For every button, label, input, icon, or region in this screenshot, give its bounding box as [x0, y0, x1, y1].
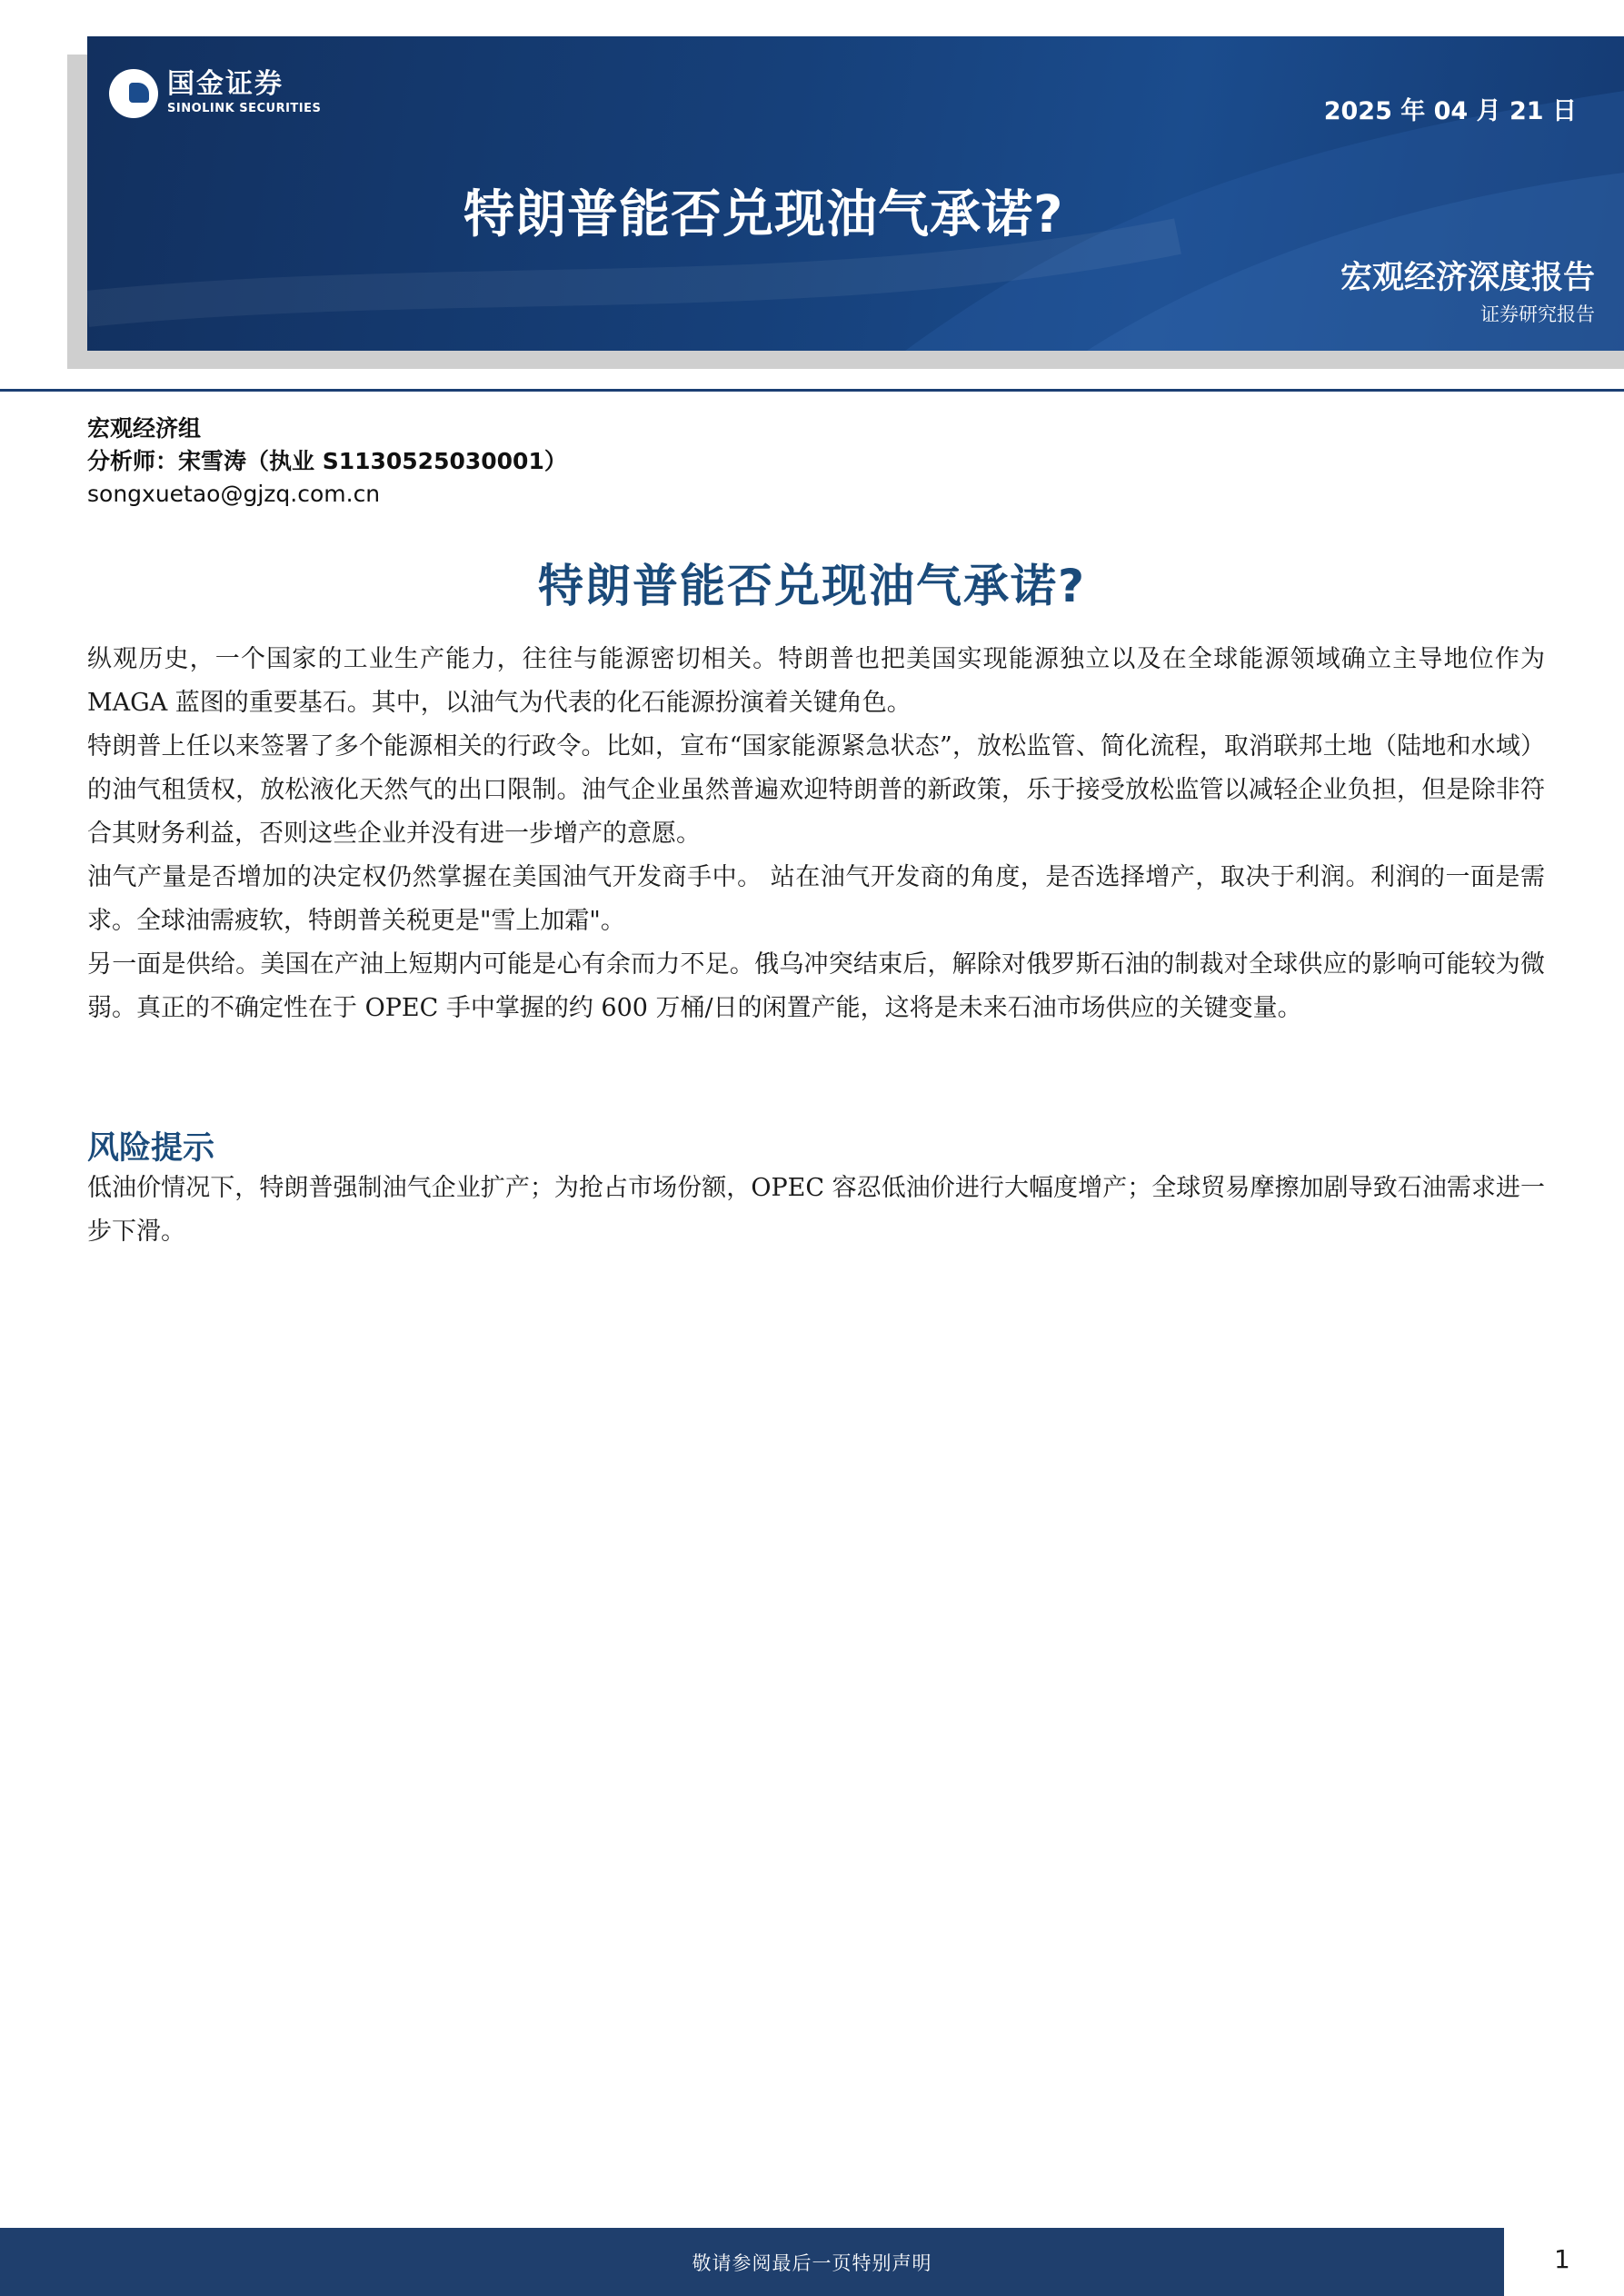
analyst-line: 分析师：宋雪涛（执业 S1130525030001）: [87, 448, 567, 474]
company-logo: [109, 69, 321, 118]
risk-paragraph: 低油价情况下，特朗普强制油气企业扩产；为抢占市场份额，OPEC 容忍低油价进行大幅度增产；全球贸易摩擦加剧导致石油需求进一步下滑。: [87, 1174, 1545, 1246]
risk-body: [87, 1167, 1545, 1254]
report-type: 宏观经济深度报告: [1340, 260, 1595, 296]
research-group: 宏观经济组: [87, 415, 202, 442]
report-date: 2025 年 04 月 21 日: [1323, 97, 1577, 125]
paragraph: 另一面是供给。美国在产油上短期内可能是心有余而力不足。俄乌冲突结束后，解除对俄罗斯石油的制裁对全球供应的影响可能较为微弱。真正的不确定性在于 OPEC 手中掌握的约 600 万桶/日的闲置产能，这将是未来石油市场供应的关键变量。: [87, 950, 1545, 1022]
logo-text-en: SINOLINK SECURITIES: [167, 102, 322, 115]
paragraph: 纵观历史，一个国家的工业生产能力，往往与能源密切相关。特朗普也把美国实现能源独立以及在全球能源领域确立主导地位作为 MAGA 蓝图的重要基石。其中，以油气为代表的化石能源扮演着关键角色。: [87, 645, 1545, 717]
paragraph: 油气产量是否增加的决定权仍然掌握在美国油气开发商手中。 站在油气开发商的角度，是否选择增产，取决于利润。利润的一面是需求。全球油需疲软，特朗普关税更是"雪上加霜"。: [87, 863, 1545, 935]
logo-text-cn: 国金证券: [167, 68, 284, 100]
paragraph: 特朗普上任以来签署了多个能源相关的行政令。比如，宣布“国家能源紧急状态”，放松监管、简化流程，取消联邦土地（陆地和水域）的油气租赁权，放松液化天然气的出口限制。油气企业虽然普遍欢迎特朗普的新政策，乐于接受放松监管以减轻企业负担，但是除非符合其财务利益，否则这些企业并没有进一步增产的意愿。: [87, 732, 1545, 848]
banner-title: 特朗普能否兑现油气承诺?: [463, 185, 1064, 244]
analyst-email[interactable]: songxuetao@gjzq.com.cn: [87, 481, 381, 507]
summary-body: [87, 638, 1545, 1030]
risk-heading: 风险提示: [87, 1130, 215, 1167]
logo-icon: [109, 69, 158, 118]
footer-disclaimer[interactable]: 敬请参阅最后一页特别声明: [692, 2252, 932, 2274]
page-number: 1: [1554, 2244, 1570, 2274]
author-block: [87, 412, 567, 511]
report-subtype: 证券研究报告: [1480, 303, 1595, 325]
header-divider: [0, 389, 1624, 392]
document-title: 特朗普能否兑现油气承诺?: [537, 560, 1086, 612]
